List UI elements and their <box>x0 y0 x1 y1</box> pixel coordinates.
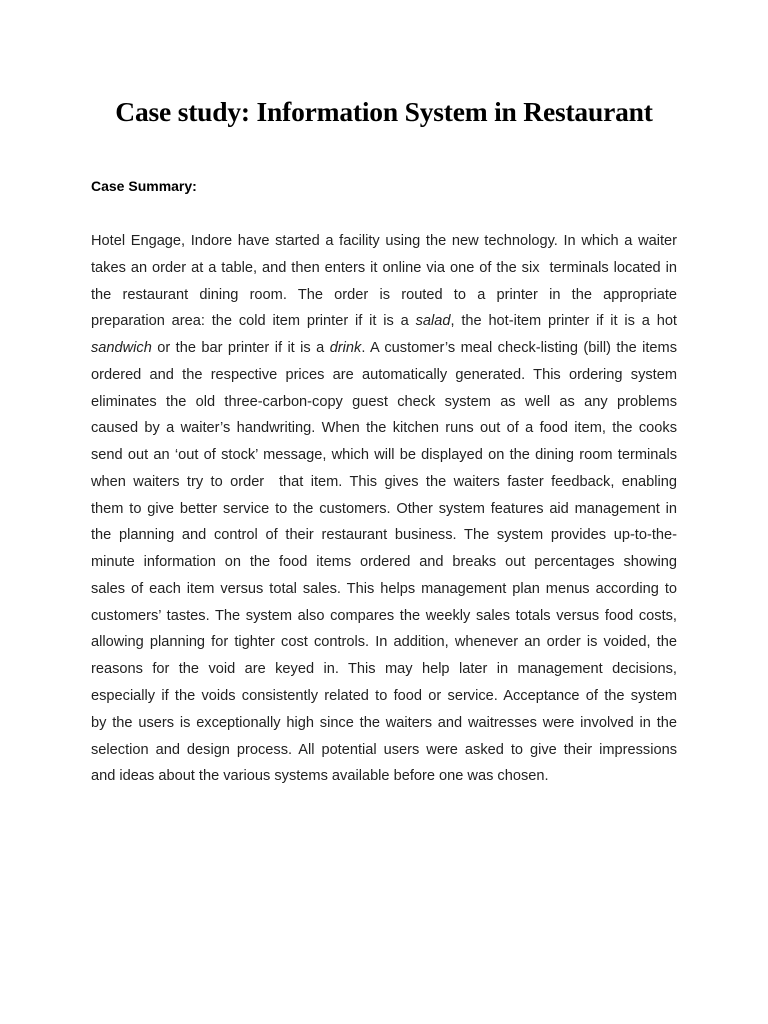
text-segment: customers’ tastes. The system also compares the weekly sales totals versus food costs, <box>91 607 677 624</box>
text-segment: eliminates the old three-carbon-copy guest check system as well as any problems <box>91 393 677 410</box>
text-segment: ordered and the respective prices are automatically generated. This ordering system <box>91 366 677 383</box>
paragraph-line <box>91 335 677 362</box>
paragraph-line <box>91 522 677 549</box>
paragraph-line <box>91 603 677 630</box>
paragraph-line <box>91 308 677 335</box>
paragraph-line <box>91 496 677 523</box>
paragraph-line <box>91 763 677 790</box>
text-segment: send out an ‘out of stock’ message, which will be displayed on the dining room terminals <box>91 447 677 464</box>
paragraph-line <box>91 469 677 496</box>
section-heading: Case Summary: <box>91 178 197 194</box>
paragraph-line <box>91 710 677 737</box>
text-segment: Hotel Engage, Indore have started a facility using the new technology. In which a waiter <box>91 233 677 249</box>
text-segment: and ideas about the various systems available before one was chosen. <box>91 768 549 785</box>
paragraph-line <box>91 415 677 442</box>
text-segment: the restaurant dining room. The order is routed to a printer in the appropriate <box>91 286 677 303</box>
paragraph-line <box>91 362 677 389</box>
paragraph-line <box>91 549 677 576</box>
paragraph-line <box>91 629 677 656</box>
text-segment: selection and design process. All potential users were asked to give their impressions <box>91 741 677 758</box>
paragraph-line <box>91 255 677 282</box>
text-segment: allowing planning for tighter cost controls. In addition, whenever an order is voided, the <box>91 634 677 651</box>
case-summary-paragraph <box>91 228 677 790</box>
text-segment: . A customer’s meal check-listing (bill) the items <box>361 340 677 357</box>
text-segment: the planning and control of their restaurant business. The system provides up-to-the- <box>91 527 677 544</box>
text-segment: caused by a waiter’s handwriting. When the kitchen runs out of a food item, the cooks <box>91 420 677 437</box>
text-segment: minute information on the food items ordered and breaks out percentages showing <box>91 554 677 571</box>
text-segment: them to give better service to the customers. Other system features aid management in <box>91 500 677 517</box>
italic-text: sandwich <box>91 340 152 357</box>
text-segment: , the hot-item printer if it is a hot <box>450 313 677 330</box>
text-segment: by the users is exceptionally high since the waiters and waitresses were involved in the <box>91 714 677 731</box>
paragraph-line <box>91 442 677 469</box>
paragraph-line <box>91 576 677 603</box>
paragraph-line <box>91 282 677 309</box>
document-title: Case study: Information System in Restaurant <box>115 96 653 127</box>
paragraph-line <box>91 683 677 710</box>
text-segment: or the bar printer if it is a <box>151 340 330 357</box>
text-segment: preparation area: the cold item printer if it is a <box>91 313 416 330</box>
paragraph-line <box>91 656 677 683</box>
italic-text: salad <box>415 313 451 330</box>
paragraph-line <box>91 737 677 764</box>
text-segment: takes an order at a table, and then enters it online via one of the six terminals located in <box>91 259 677 276</box>
text-segment: reasons for the void are keyed in. This may help later in management decisions, <box>91 661 677 678</box>
paragraph-line <box>91 389 677 416</box>
paragraph-line <box>91 228 677 255</box>
text-segment: sales of each item versus total sales. This helps management plan menus according to <box>91 580 677 597</box>
italic-text: drink <box>329 340 362 357</box>
text-segment: especially if the voids consistently related to food or service. Acceptance of the system <box>91 688 677 705</box>
text-segment: when waiters try to order that item. This gives the waiters faster feedback, enabling <box>91 473 677 490</box>
